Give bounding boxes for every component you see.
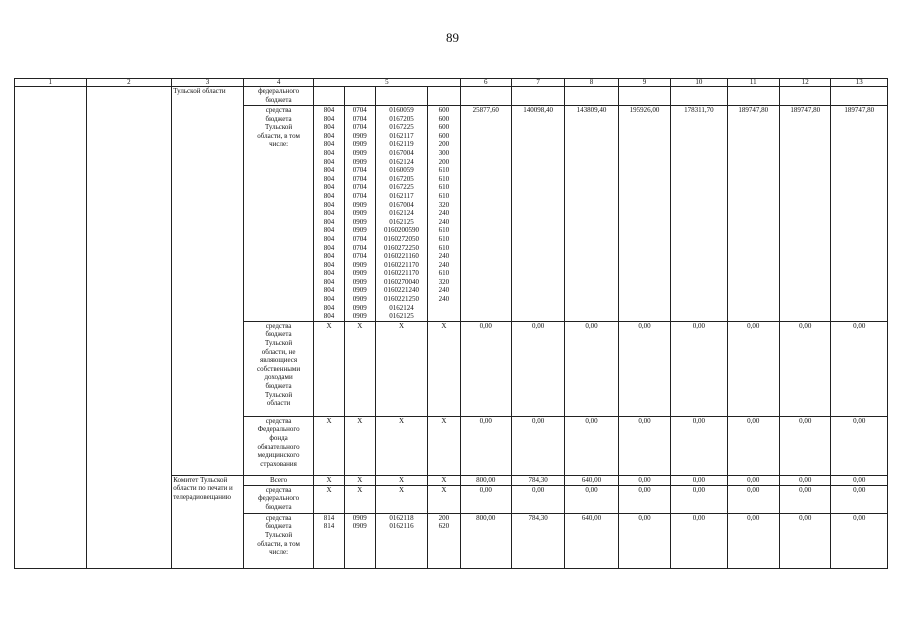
- code-list-item: 610: [438, 174, 450, 183]
- code-list-item: 804: [323, 140, 335, 149]
- code-list-item: 804: [323, 191, 335, 200]
- code-list-item: 600: [438, 131, 450, 140]
- code-list-item: 804: [323, 277, 335, 286]
- header-cell: 10: [671, 79, 727, 87]
- code-list-item: 600: [438, 114, 450, 123]
- value-cell: 25877,60: [460, 106, 511, 322]
- code-list-item: 0167225: [389, 183, 414, 192]
- value-cell: 143809,40: [565, 106, 618, 322]
- label-line: области, в том: [257, 131, 300, 140]
- empty-cell: [344, 87, 375, 106]
- code-list-grbs: [314, 106, 344, 322]
- value-cell: 0,00: [460, 416, 511, 475]
- code-list-item: 0167205: [389, 114, 414, 123]
- code-list-item: 0167225: [389, 123, 414, 132]
- value-cell: 0,00: [727, 485, 779, 513]
- empty-cell: [831, 87, 888, 106]
- code-list-item: 0160221170: [384, 260, 419, 269]
- header-cell: 9: [618, 79, 670, 87]
- code-list-item: 0909: [352, 209, 367, 218]
- code-cell: X: [314, 485, 344, 513]
- code-list-item: 0909: [352, 286, 367, 295]
- header-cell: 11: [727, 79, 779, 87]
- code-list-item: 0704: [352, 166, 367, 175]
- label-line: бюджета: [265, 114, 292, 123]
- code-list-item: 0909: [352, 157, 367, 166]
- org-name: Комитет Тульской области по печати и телерадиовещанию: [172, 475, 244, 568]
- value-cell: 189747,80: [780, 106, 831, 322]
- code-list-item: 0909: [352, 131, 367, 140]
- row-label: [243, 87, 314, 106]
- code-list-item: 0704: [352, 234, 367, 243]
- code-list-item: 804: [323, 209, 335, 218]
- code-list-item: 600: [438, 123, 450, 132]
- code-list-item: 610: [438, 191, 450, 200]
- code-cell: X: [344, 416, 375, 475]
- code-list-item: 0909: [352, 200, 367, 209]
- label-line: области: [266, 399, 291, 408]
- code-list-item: 0909: [352, 269, 367, 278]
- label-line: Федерального: [257, 425, 300, 434]
- empty-cell: [460, 87, 511, 106]
- code-list-item: 0160272250: [384, 243, 420, 252]
- code-list-item: 0160221170: [384, 269, 419, 278]
- org-name: Тульской области: [172, 87, 244, 476]
- code-list-item: 0704: [352, 114, 367, 123]
- code-list-item: 0162118: [389, 513, 414, 522]
- code-list-item: 610: [438, 243, 450, 252]
- label-line: доходами: [264, 373, 293, 382]
- code-list-section: [344, 513, 375, 568]
- code-list-item: 804: [323, 114, 335, 123]
- code-cell: X: [314, 416, 344, 475]
- code-list-item: 0162125: [389, 312, 414, 321]
- code-cell: X: [344, 321, 375, 416]
- header-cell: 4: [243, 79, 314, 87]
- value-cell: 0,00: [460, 321, 511, 416]
- code-list-item: 804: [323, 260, 335, 269]
- value-cell: 0,00: [727, 475, 779, 485]
- value-cell: 0,00: [565, 416, 618, 475]
- label-line: средства: [265, 321, 292, 330]
- header-cell: 2: [86, 79, 172, 87]
- label-line: Тульской: [264, 390, 293, 399]
- value-cell: 189747,80: [831, 106, 888, 322]
- code-list-item: 610: [438, 226, 450, 235]
- empty-cell: [15, 87, 87, 569]
- value-cell: 0,00: [780, 321, 831, 416]
- code-cell: X: [314, 475, 344, 485]
- code-list-item: 0909: [352, 277, 367, 286]
- code-list-item: 804: [323, 312, 335, 321]
- label-line: бюджета: [265, 382, 292, 390]
- header-cell: 1: [15, 79, 87, 87]
- header-cell: 12: [780, 79, 831, 87]
- code-list-item: 200: [438, 140, 450, 149]
- value-cell: 0,00: [831, 513, 888, 568]
- row-label: Всего: [243, 475, 314, 485]
- row-label: [243, 513, 314, 568]
- code-list-item: 804: [323, 303, 335, 312]
- value-cell: 784,30: [511, 475, 564, 485]
- code-list-item: 804: [323, 157, 335, 166]
- header-cell: 7: [511, 79, 564, 87]
- code-list-item: 0162124: [389, 209, 414, 218]
- label-line: числе:: [269, 548, 289, 557]
- code-cell: X: [428, 416, 460, 475]
- code-list-item: 0160270040: [384, 277, 420, 286]
- label-line: федерального: [258, 87, 300, 95]
- code-list-item: 0160221250: [384, 295, 420, 304]
- code-list-item: 804: [323, 226, 335, 235]
- code-list-item: 0162117: [389, 191, 414, 200]
- code-list-item: 804: [323, 252, 335, 261]
- label-line: средства: [265, 513, 292, 522]
- code-list-item: 804: [323, 269, 335, 278]
- value-cell: 0,00: [831, 321, 888, 416]
- code-list-item: 200: [438, 157, 450, 166]
- code-list-item: 240: [438, 209, 450, 218]
- code-list-item: 804: [323, 200, 335, 209]
- label-line: бюджета: [265, 503, 292, 512]
- code-list-target: [375, 106, 427, 322]
- code-list-item: 200: [438, 513, 450, 522]
- table-row: [15, 87, 888, 106]
- value-cell: 0,00: [727, 321, 779, 416]
- value-cell: 189747,80: [727, 106, 779, 322]
- code-cell: X: [428, 485, 460, 513]
- value-cell: 640,00: [565, 513, 618, 568]
- code-list-item: 804: [323, 243, 335, 252]
- value-cell: 0,00: [671, 416, 727, 475]
- code-list-item: 0160221160: [384, 252, 419, 261]
- code-list-item: 610: [438, 183, 450, 192]
- empty-cell: [671, 87, 727, 106]
- code-list-item: 610: [438, 234, 450, 243]
- row-label: [243, 485, 314, 513]
- code-list-item: 0909: [352, 513, 367, 522]
- page-number: 89: [446, 30, 459, 45]
- code-list-item: 0167004: [389, 148, 414, 157]
- code-list-item: 0162124: [389, 157, 414, 166]
- code-cell: X: [428, 321, 460, 416]
- code-list-target: [375, 513, 427, 568]
- label-line: области, не: [261, 347, 296, 356]
- label-line: бюджета: [265, 95, 292, 104]
- code-list-item: 240: [438, 217, 450, 226]
- code-list-item: 0160221240: [384, 286, 420, 295]
- code-cell: X: [344, 485, 375, 513]
- code-list-item: 240: [438, 252, 450, 261]
- code-list-item: 600: [438, 106, 450, 114]
- value-cell: 0,00: [511, 485, 564, 513]
- code-list-item: 0704: [352, 191, 367, 200]
- value-cell: 0,00: [780, 513, 831, 568]
- code-list-item: 804: [323, 166, 335, 175]
- code-list-item: 0909: [352, 303, 367, 312]
- label-line: медицинского: [257, 451, 300, 460]
- code-cell: X: [428, 475, 460, 485]
- code-list-item: 0909: [352, 226, 367, 235]
- empty-cell: [375, 87, 427, 106]
- code-cell: X: [375, 321, 427, 416]
- code-list-item: 0167205: [389, 174, 414, 183]
- code-list-item: 804: [323, 174, 335, 183]
- code-list-item: 804: [323, 123, 335, 132]
- code-list-item: 0704: [352, 123, 367, 132]
- empty-cell: [314, 87, 344, 106]
- code-list-item: 804: [323, 106, 335, 114]
- code-list-item: 320: [438, 277, 450, 286]
- code-list-item: 0160272050: [384, 234, 420, 243]
- value-cell: 0,00: [618, 513, 670, 568]
- value-cell: 640,00: [565, 475, 618, 485]
- value-cell: 0,00: [780, 416, 831, 475]
- code-list-item: 610: [438, 269, 450, 278]
- code-list-item: 300: [438, 148, 450, 157]
- code-list-item: 804: [323, 295, 335, 304]
- empty-cell: [727, 87, 779, 106]
- value-cell: 0,00: [460, 485, 511, 513]
- label-line: фонда: [269, 434, 288, 443]
- code-list-item: 0704: [352, 243, 367, 252]
- code-list-item: 814: [323, 522, 335, 531]
- value-cell: 0,00: [780, 485, 831, 513]
- label-line: средства: [265, 416, 292, 425]
- code-list-item: 0160059: [389, 166, 414, 175]
- value-cell: 0,00: [511, 321, 564, 416]
- code-list-item: 0704: [352, 252, 367, 261]
- budget-table: [14, 78, 888, 569]
- code-list-item: 804: [323, 234, 335, 243]
- code-list-section: [344, 106, 375, 322]
- label-line: числе:: [269, 140, 289, 149]
- code-list-item: 0909: [352, 260, 367, 269]
- code-list-item: 320: [438, 200, 450, 209]
- label-line: обязательного: [257, 442, 300, 451]
- value-cell: 0,00: [671, 485, 727, 513]
- value-cell: 0,00: [780, 475, 831, 485]
- code-list-item: 0704: [352, 174, 367, 183]
- label-line: бюджета: [265, 522, 292, 531]
- code-list-item: 0160059: [389, 106, 414, 114]
- label-line: федерального: [258, 494, 300, 503]
- value-cell: 0,00: [565, 485, 618, 513]
- empty-cell: [428, 87, 460, 106]
- value-cell: 0,00: [671, 321, 727, 416]
- code-cell: X: [375, 475, 427, 485]
- empty-cell: [780, 87, 831, 106]
- header-cell: 3: [172, 79, 244, 87]
- label-line: средства: [265, 106, 292, 114]
- empty-cell: [511, 87, 564, 106]
- code-list-item: 0909: [352, 295, 367, 304]
- row-label: [243, 416, 314, 475]
- code-list-item: 0704: [352, 106, 367, 114]
- code-list-type: [428, 513, 460, 568]
- code-list-type: [428, 106, 460, 322]
- value-cell: 0,00: [727, 416, 779, 475]
- label-line: Тульской: [264, 531, 293, 540]
- code-list-item: 0167004: [389, 200, 414, 209]
- label-line: страхования: [260, 459, 297, 468]
- code-list-item: 0162125: [389, 217, 414, 226]
- header-cell: 13: [831, 79, 888, 87]
- value-cell: 0,00: [618, 485, 670, 513]
- code-list-item: 0909: [352, 140, 367, 149]
- code-list-item: 804: [323, 183, 335, 192]
- value-cell: 784,30: [511, 513, 564, 568]
- code-list-item: 240: [438, 260, 450, 269]
- code-cell: X: [314, 321, 344, 416]
- value-cell: 0,00: [831, 475, 888, 485]
- row-label: [243, 106, 314, 322]
- value-cell: 0,00: [618, 475, 670, 485]
- empty-cell: [565, 87, 618, 106]
- value-cell: 800,00: [460, 475, 511, 485]
- code-list-item: 804: [323, 148, 335, 157]
- empty-cell: [618, 87, 670, 106]
- value-cell: 0,00: [831, 485, 888, 513]
- value-cell: 0,00: [565, 321, 618, 416]
- row-label: [243, 321, 314, 416]
- label-line: бюджета: [265, 330, 292, 339]
- value-cell: 195926,00: [618, 106, 670, 322]
- code-cell: X: [375, 485, 427, 513]
- empty-cell: [86, 87, 172, 569]
- code-list-item: 0162116: [389, 522, 414, 531]
- code-list-item: 0909: [352, 217, 367, 226]
- code-list-grbs: [314, 513, 344, 568]
- value-cell: 0,00: [727, 513, 779, 568]
- code-list-item: 0909: [352, 148, 367, 157]
- code-list-item: 0162119: [389, 140, 414, 149]
- code-list-item: 814: [323, 513, 335, 522]
- value-cell: 0,00: [511, 416, 564, 475]
- code-list-item: 0909: [352, 312, 367, 321]
- code-list-item: 0160200590: [384, 226, 420, 235]
- value-cell: 178311,70: [671, 106, 727, 322]
- label-line: собственными: [257, 364, 301, 373]
- label-line: области, в том: [257, 539, 300, 548]
- code-list-item: 240: [438, 286, 450, 295]
- code-list-item: 804: [323, 286, 335, 295]
- code-list-item: 0162117: [389, 131, 414, 140]
- code-list-item: 0162124: [389, 303, 414, 312]
- code-cell: X: [344, 475, 375, 485]
- code-list-item: 620: [438, 522, 450, 531]
- code-list-item: 240: [438, 295, 450, 304]
- value-cell: 800,00: [460, 513, 511, 568]
- value-cell: 140098,40: [511, 106, 564, 322]
- value-cell: 0,00: [831, 416, 888, 475]
- code-list-item: 804: [323, 217, 335, 226]
- label-line: Тульской: [264, 123, 293, 132]
- code-list-item: 804: [323, 131, 335, 140]
- value-cell: 0,00: [671, 513, 727, 568]
- label-line: являющиеся: [260, 356, 298, 365]
- value-cell: 0,00: [618, 416, 670, 475]
- header-cell: 6: [460, 79, 511, 87]
- code-list-item: 0909: [352, 522, 367, 531]
- label-line: Тульской: [264, 339, 293, 348]
- header-cell: 8: [565, 79, 618, 87]
- code-cell: X: [375, 416, 427, 475]
- header-cell: 5: [314, 79, 460, 87]
- code-list-item: 0704: [352, 183, 367, 192]
- header-row: [15, 79, 888, 87]
- label-line: средства: [265, 485, 292, 494]
- value-cell: 0,00: [618, 321, 670, 416]
- value-cell: 0,00: [671, 475, 727, 485]
- code-list-item: 610: [438, 166, 450, 175]
